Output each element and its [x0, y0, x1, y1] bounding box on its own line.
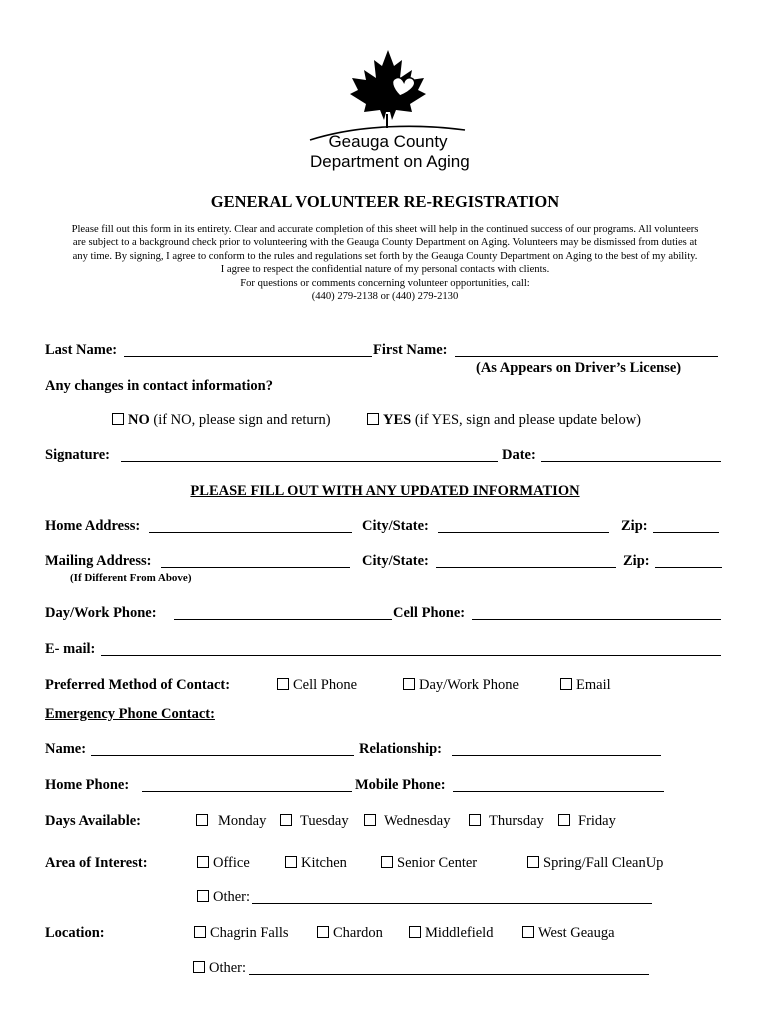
day-work-phone-field[interactable]	[174, 619, 392, 620]
day-option-friday[interactable]	[558, 813, 616, 830]
mailing-address-label: Mailing Address:	[45, 553, 152, 569]
checkbox[interactable]	[285, 856, 297, 868]
intro-line: I agree to respect the confidential nature of my personal contacts with clients.	[220, 264, 550, 276]
checkbox[interactable]	[381, 856, 393, 868]
pref-option-cell[interactable]	[277, 677, 357, 694]
interest-option-kitchen[interactable]	[285, 855, 347, 872]
option-label: Kitchen	[301, 855, 347, 871]
option-label: Tuesday	[300, 813, 349, 829]
checkbox[interactable]	[196, 814, 208, 826]
intro-text	[40, 223, 730, 303]
day-option-tuesday[interactable]	[280, 813, 349, 830]
if-different-note: (If Different From Above)	[70, 572, 192, 584]
location-option-other[interactable]	[193, 960, 246, 977]
checkbox[interactable]	[280, 814, 292, 826]
intro-line: are subject to a background check prior to volunteering with the Geauga County Department on Aging. Volunteers may be dismissed from duties at	[72, 237, 698, 249]
last-name-label: Last Name:	[45, 342, 118, 358]
day-option-wednesday[interactable]	[364, 813, 450, 830]
no-note: (if NO, please sign and return)	[153, 412, 331, 428]
option-label: Friday	[578, 813, 616, 829]
option-label: Chagrin Falls	[210, 925, 289, 941]
home-address-label: Home Address:	[45, 518, 141, 534]
checkbox[interactable]	[527, 856, 539, 868]
yes-note: (if YES, sign and please update below)	[414, 412, 642, 428]
city-state-label: City/State:	[362, 518, 429, 534]
checkbox[interactable]	[194, 926, 206, 938]
update-heading: PLEASE FILL OUT WITH ANY UPDATED INFORMATION	[190, 483, 580, 499]
intro-line: Please fill out this form in its entirety. Clear and accurate completion of this sheet will help in the continued success of our programs. All volunteers	[71, 224, 699, 235]
emergency-name-label: Name:	[45, 741, 87, 757]
signature-field[interactable]	[121, 461, 498, 462]
checkbox[interactable]	[409, 926, 421, 938]
checkbox[interactable]	[560, 678, 572, 690]
intro-line: (440) 279-2138 or (440) 279-2130	[311, 291, 459, 303]
form-title: GENERAL VOLUNTEER RE-REGISTRATION	[210, 192, 560, 211]
location-other-field[interactable]	[249, 974, 649, 975]
location-label: Location:	[45, 925, 105, 941]
location-option-middlefield[interactable]	[409, 925, 493, 942]
yes-option[interactable]	[367, 412, 641, 429]
day-work-phone-label: Day/Work Phone:	[45, 605, 157, 621]
option-label: Other:	[213, 889, 251, 905]
last-name-field[interactable]	[124, 356, 372, 357]
zip-field-2[interactable]	[655, 567, 722, 568]
city-state-field[interactable]	[438, 532, 609, 533]
first-name-field[interactable]	[455, 356, 718, 357]
option-label: Wednesday	[384, 813, 451, 829]
location-option-chardon[interactable]	[317, 925, 383, 942]
pref-option-email[interactable]	[560, 677, 611, 694]
option-label: Monday	[218, 813, 267, 829]
intro-line: For questions or comments concerning volunteer opportunities, call:	[240, 277, 530, 289]
no-label: NO	[128, 412, 150, 428]
checkbox[interactable]	[317, 926, 329, 938]
zip-field[interactable]	[653, 532, 719, 533]
checkbox[interactable]	[522, 926, 534, 938]
checkbox[interactable]	[364, 814, 376, 826]
checkbox[interactable]	[558, 814, 570, 826]
option-label: Thursday	[489, 813, 544, 829]
preferred-contact-label: Preferred Method of Contact:	[45, 677, 231, 693]
org-name-line2: Department on Aging	[310, 152, 470, 171]
city-state-field-2[interactable]	[436, 567, 616, 568]
yes-checkbox[interactable]	[367, 413, 379, 425]
no-checkbox[interactable]	[112, 413, 124, 425]
home-address-field[interactable]	[149, 532, 352, 533]
no-option[interactable]	[112, 412, 331, 429]
yes-label: YES	[383, 412, 412, 428]
date-field[interactable]	[541, 461, 721, 462]
checkbox[interactable]	[197, 856, 209, 868]
option-label: Senior Center	[397, 855, 478, 871]
option-label: Other:	[209, 960, 247, 976]
zip-label-2: Zip:	[623, 553, 650, 569]
option-label: Day/Work Phone	[419, 677, 519, 693]
email-field[interactable]	[101, 655, 721, 656]
area-of-interest-label: Area of Interest:	[45, 855, 148, 871]
interest-option-senior-center[interactable]	[381, 855, 477, 872]
option-label: West Geauga	[538, 925, 615, 941]
interest-option-office[interactable]	[197, 855, 250, 872]
maple-leaf-heart-icon	[300, 44, 470, 144]
day-option-thursday[interactable]	[469, 813, 544, 830]
option-label: Middlefield	[425, 925, 494, 941]
checkbox[interactable]	[197, 890, 209, 902]
intro-line: any time. By signing, I agree to conform to the rules and regulations set forth by the Geauga County Department on Aging to the best of my ability.	[72, 250, 698, 262]
email-label: E- mail:	[45, 641, 96, 657]
zip-label: Zip:	[621, 518, 648, 534]
logo	[300, 44, 470, 176]
license-note: (As Appears on Driver’s License)	[476, 360, 682, 376]
cell-phone-label: Cell Phone:	[393, 605, 466, 621]
days-available-label: Days Available:	[45, 813, 141, 829]
mobile-phone-label: Mobile Phone:	[355, 777, 446, 793]
cell-phone-field[interactable]	[472, 619, 721, 620]
checkbox[interactable]	[193, 961, 205, 973]
changes-question: Any changes in contact information?	[45, 378, 273, 394]
checkbox[interactable]	[403, 678, 415, 690]
interest-other-field[interactable]	[252, 903, 652, 904]
interest-option-other[interactable]	[197, 889, 250, 906]
org-name-line1: Geauga County	[328, 132, 448, 151]
option-label: Chardon	[333, 925, 383, 941]
checkbox[interactable]	[277, 678, 289, 690]
option-label: Spring/Fall CleanUp	[543, 855, 664, 871]
location-option-chagrin-falls[interactable]	[194, 925, 289, 942]
interest-option-cleanup[interactable]	[527, 855, 663, 872]
option-label: Cell Phone	[293, 677, 358, 693]
checkbox[interactable]	[469, 814, 481, 826]
relationship-field[interactable]	[452, 755, 661, 756]
emergency-name-field[interactable]	[91, 755, 354, 756]
location-option-west-geauga[interactable]	[522, 925, 615, 942]
home-phone-label: Home Phone:	[45, 777, 130, 793]
first-name-label: First Name:	[373, 342, 448, 358]
emergency-heading: Emergency Phone Contact:	[45, 706, 215, 722]
mailing-address-field[interactable]	[161, 567, 350, 568]
mobile-phone-field[interactable]	[453, 791, 664, 792]
home-phone-field[interactable]	[142, 791, 352, 792]
signature-label: Signature:	[45, 447, 110, 463]
city-state-label-2: City/State:	[362, 553, 429, 569]
option-label: Office	[213, 855, 250, 871]
pref-option-daywork[interactable]	[403, 677, 519, 694]
relationship-label: Relationship:	[359, 741, 442, 757]
date-label: Date:	[502, 447, 536, 463]
day-option-monday[interactable]	[196, 813, 266, 830]
option-label: Email	[576, 677, 611, 693]
